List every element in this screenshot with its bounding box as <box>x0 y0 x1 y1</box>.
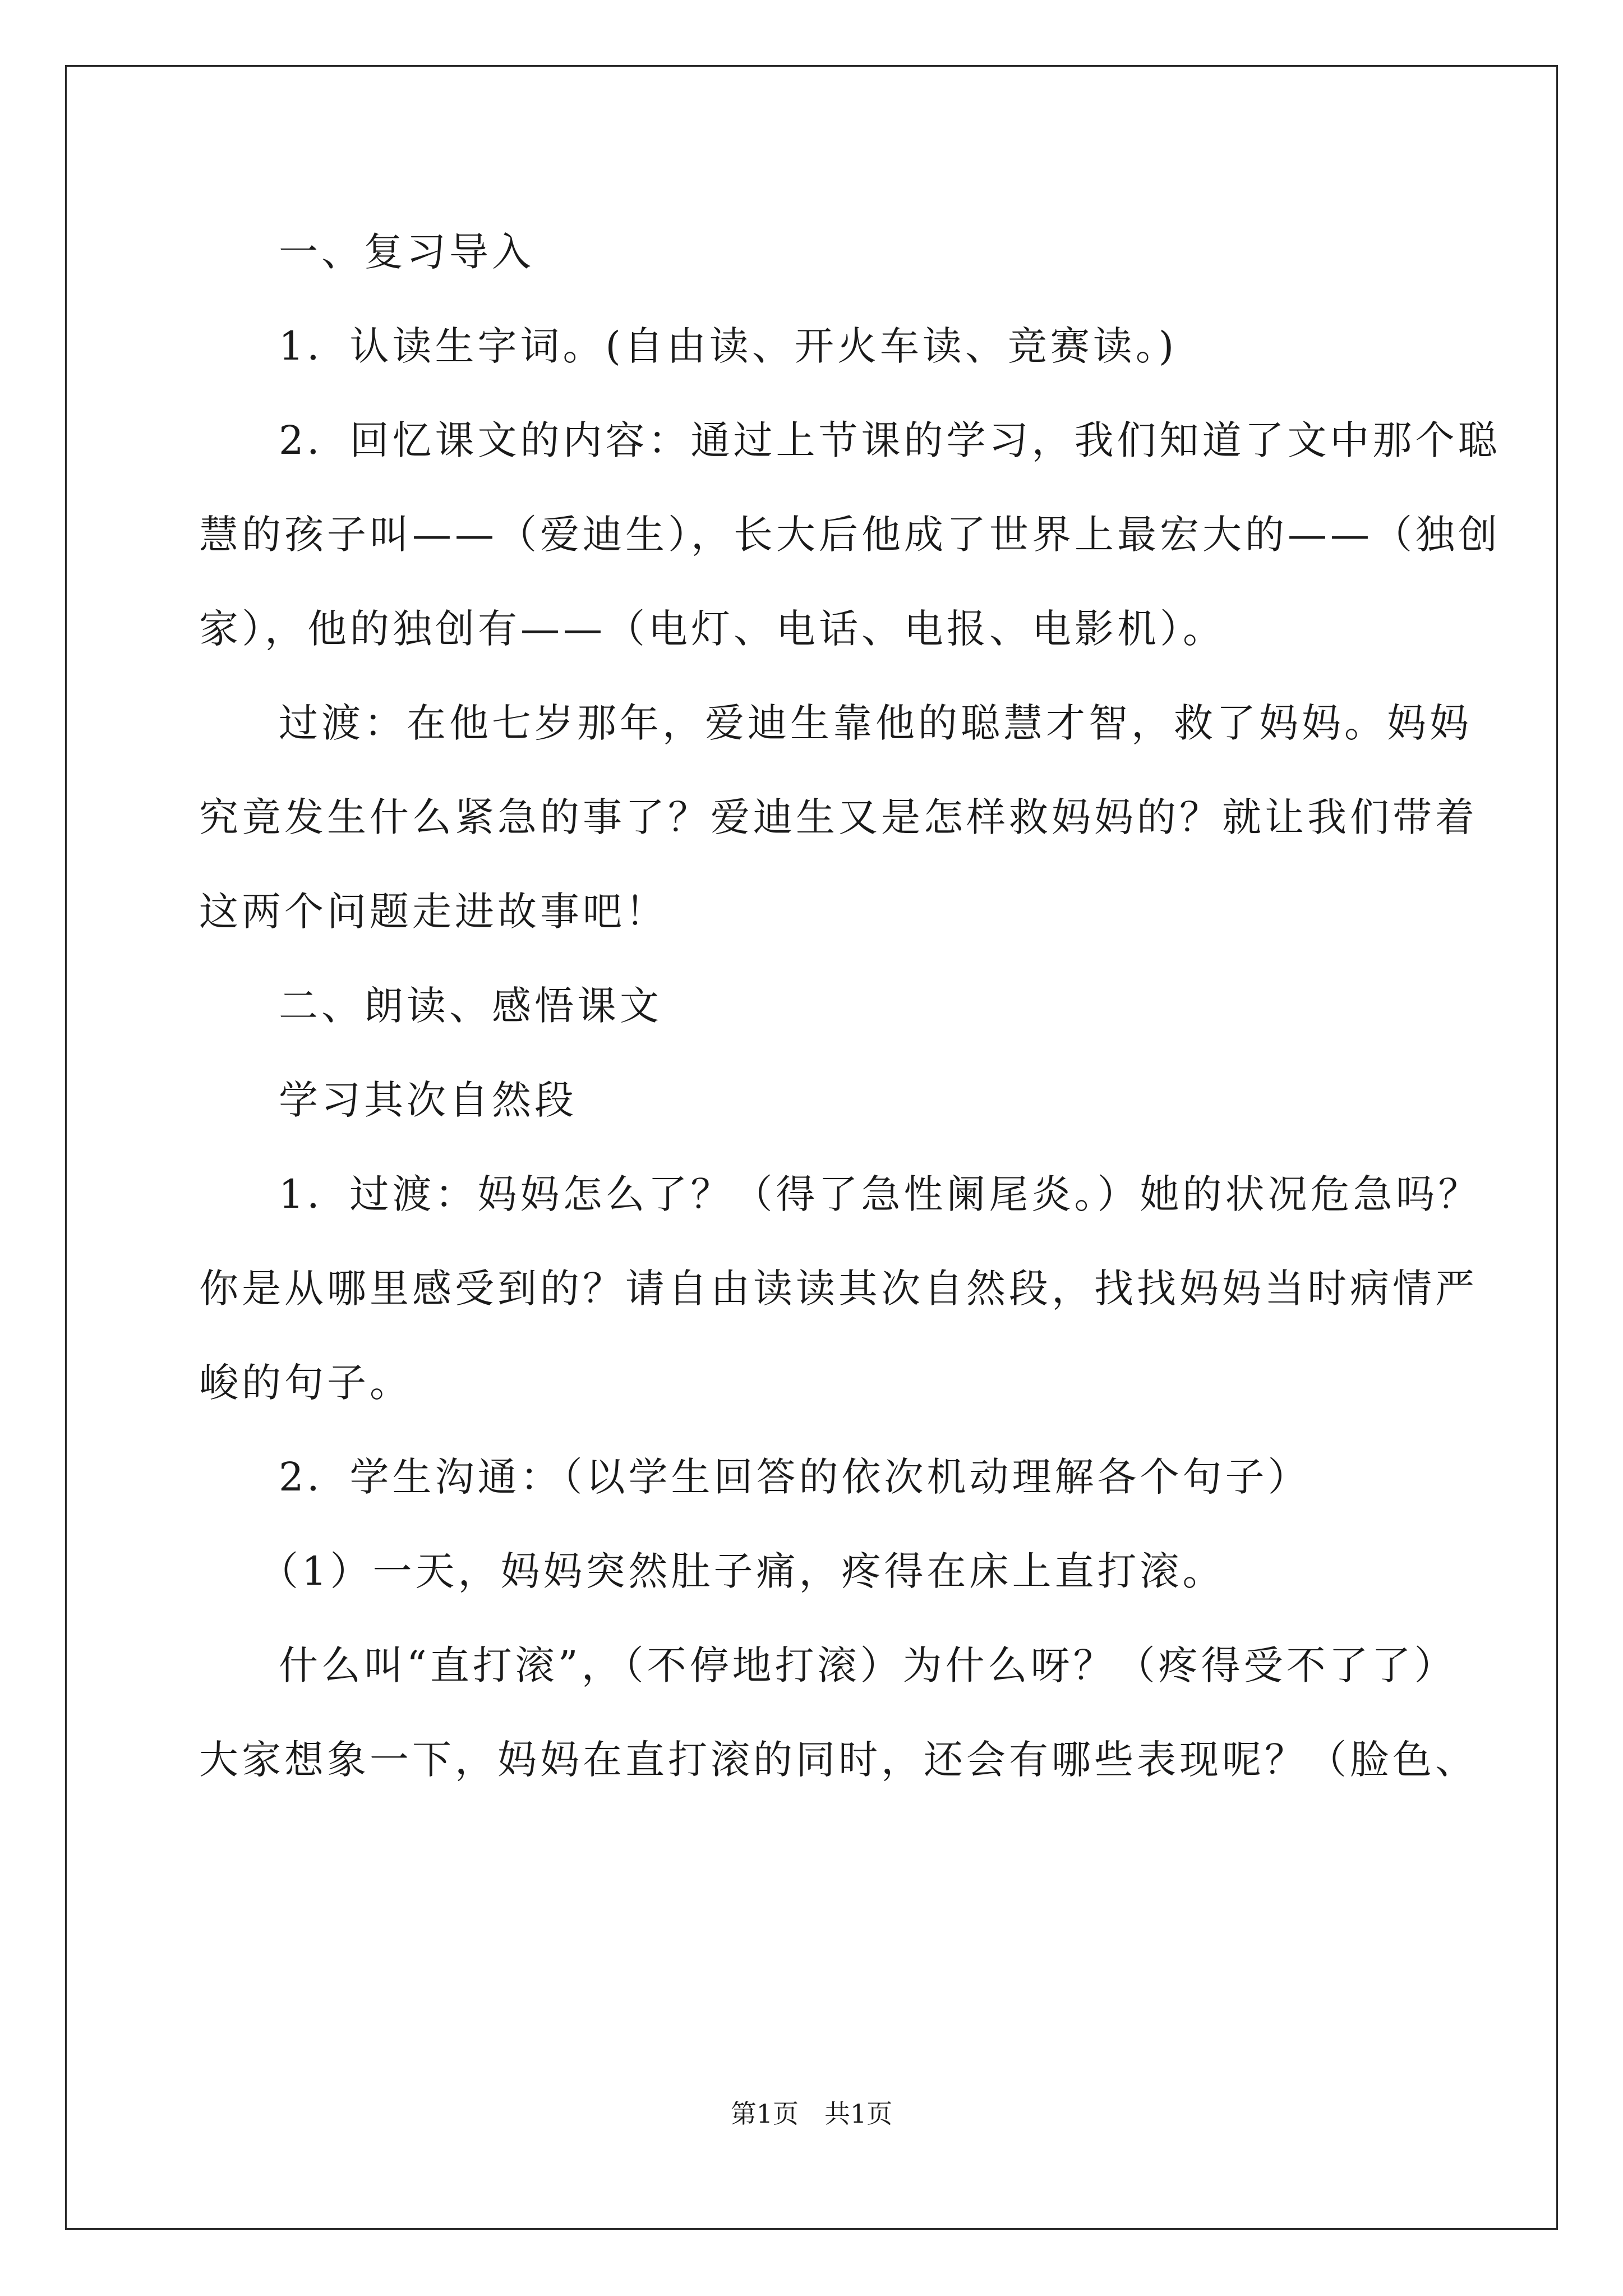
subheading: 学习其次自然段 <box>279 1077 577 1123</box>
paragraph-line: 峻的句子。 <box>199 1360 412 1406</box>
paragraph-line: 2．学生沟通：（以学生回答的依次机动理解各个句子） <box>279 1454 1311 1500</box>
paragraph-line: 家），他的独创有——（电灯、电话、电报、电影机）。 <box>199 606 1225 652</box>
paragraph-line: 过渡：在他七岁那年，爱迪生靠他的聪慧才智，救了妈妈。妈妈 <box>279 700 1472 746</box>
page-footer: 第1页 共1页 <box>730 2099 893 2129</box>
paragraph-line: （1）一天，妈妈突然肚子痛，疼得在床上直打滚。 <box>259 1548 1225 1594</box>
paragraph-line: 什么叫“直打滚”，（不停地打滚）为什么呀？（疼得受不了了） <box>279 1642 1457 1688</box>
paragraph-line: 这两个问题走进故事吧！ <box>199 889 668 935</box>
paragraph-line: 你是从哪里感受到的？请自由读读其次自然段，找找妈妈当时病情严 <box>199 1266 1478 1312</box>
paragraph-line: 1．认读生字词。(自由读、开火车读、竞赛读。) <box>279 323 1178 369</box>
section-heading-reading: 二、朗读、感悟课文 <box>279 983 662 1029</box>
paragraph-line: 1．过渡：妈妈怎么了？（得了急性阑尾炎。）她的状况危急吗？ <box>279 1171 1481 1217</box>
paragraph-line: 究竟发生什么紧急的事了？爱迪生又是怎样救妈妈的？就让我们带着 <box>199 794 1478 840</box>
paragraph-line: 慧的孩子叫——（爱迪生），长大后他成了世界上最宏大的——（独创 <box>199 512 1501 558</box>
section-heading-review: 一、复习导入 <box>279 229 534 275</box>
page-border <box>65 65 1558 2230</box>
paragraph-line: 大家想象一下，妈妈在直打滚的同时，还会有哪些表现呢？（脸色、 <box>199 1737 1478 1783</box>
paragraph-line: 2．回忆课文的内容：通过上节课的学习，我们知道了文中那个聪 <box>279 417 1501 463</box>
